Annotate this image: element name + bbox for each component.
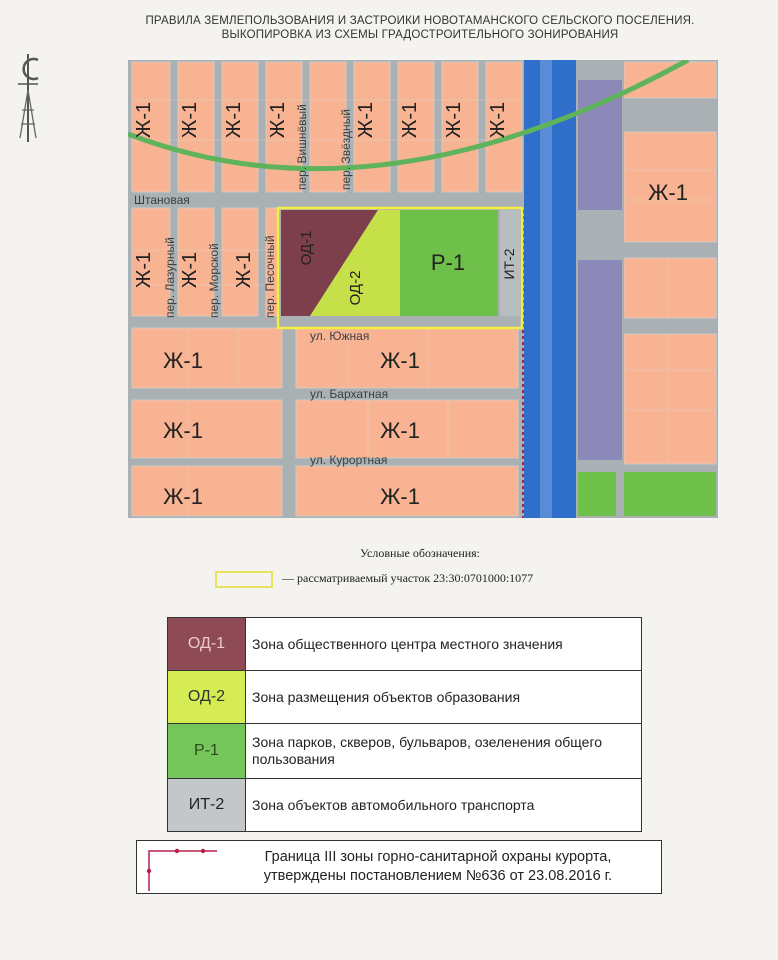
parcel-legend-text: — рассматриваемый участок 23:30:0701000:1077 bbox=[282, 571, 534, 585]
zoning-map bbox=[128, 60, 718, 518]
street-label-yuzhnaya: ул. Южная bbox=[310, 329, 370, 343]
legend-row-od2 bbox=[168, 671, 642, 724]
legend-row-r1 bbox=[168, 724, 642, 779]
purple-block bbox=[578, 260, 622, 460]
street-label-pesochny: пер. Песочный bbox=[263, 235, 277, 318]
title-line-2: ВЫКОПИРОВКА ИЗ СХЕМЫ ГРАДОСТРОИТЕЛЬНОГО ЗОНИРОВАНИЯ bbox=[221, 29, 619, 41]
legend-row-od1 bbox=[168, 618, 642, 671]
street-label-barkhatnaya: ул. Бархатная bbox=[310, 387, 389, 401]
legend-desc-od1: Зона общественного центра местного значения bbox=[246, 618, 642, 671]
zone-label-od2: ОД-2 bbox=[347, 270, 364, 306]
street-label-lazurny: пер. Лазурный bbox=[163, 237, 177, 318]
zone-label-zh1: Ж-1 bbox=[179, 251, 201, 289]
green-block bbox=[578, 472, 616, 516]
zone-label-zh1: Ж-1 bbox=[648, 180, 688, 205]
zone-label-it2: ИТ-2 bbox=[501, 248, 517, 280]
boundary-line-1: Граница III зоны горно-санитарной охраны курорта, bbox=[264, 849, 612, 865]
zone-label-zh1: Ж-1 bbox=[443, 101, 465, 139]
legend-code-r1: Р-1 bbox=[168, 724, 246, 779]
zone-label-zh1: Ж-1 bbox=[163, 484, 203, 509]
zone-label-zh1: Ж-1 bbox=[380, 348, 420, 373]
street-label-kurortnaya: ул. Курортная bbox=[310, 453, 388, 467]
legend-desc-it2: Зона объектов автомобильного транспорта bbox=[246, 779, 642, 832]
title-line-1: ПРАВИЛА ЗЕМЛЕПОЛЬЗОВАНИЯ И ЗАСТРОИКИ НОВОТАМАНСКОГО СЕЛЬСКОГО ПОСЕЛЕНИЯ. bbox=[145, 15, 695, 27]
zone-label-zh1: Ж-1 bbox=[267, 101, 289, 139]
street-label-morskoy: пер. Морской bbox=[207, 243, 221, 318]
document-title bbox=[100, 14, 740, 42]
legend-code-od2: ОД-2 bbox=[168, 671, 246, 724]
legend-code-it2: ИТ-2 bbox=[168, 779, 246, 832]
green-block bbox=[624, 472, 716, 516]
zone-label-r1: Р-1 bbox=[430, 250, 466, 275]
emblem-icon bbox=[16, 50, 46, 151]
street-label-vishnevy: пер. Вишнёвый bbox=[295, 104, 309, 190]
zone-label-zh1: Ж-1 bbox=[355, 101, 377, 139]
legend-code-od1: ОД-1 bbox=[168, 618, 246, 671]
boundary-legend-text bbox=[223, 848, 653, 886]
legend-desc-r1: Зона парков, скверов, бульваров, озеленения общего пользования bbox=[246, 724, 642, 779]
zone-label-zh1: Ж-1 bbox=[399, 101, 421, 139]
zone-label-zh1: Ж-1 bbox=[133, 101, 155, 139]
zone-label-od1: ОД-1 bbox=[298, 230, 315, 266]
legend-row-it2 bbox=[168, 779, 642, 832]
zone-label-zh1: Ж-1 bbox=[133, 251, 155, 289]
boundary-legend bbox=[136, 840, 662, 894]
zone-label-zh1: Ж-1 bbox=[380, 418, 420, 443]
parcel-swatch bbox=[215, 571, 273, 588]
zone-label-zh1: Ж-1 bbox=[163, 348, 203, 373]
zone-legend-table bbox=[167, 617, 642, 832]
street-label-shtanovaya: Штановая bbox=[134, 193, 190, 207]
zone-label-zh1: Ж-1 bbox=[380, 484, 420, 509]
legend-desc-od2: Зона размещения объектов образования bbox=[246, 671, 642, 724]
zone-label-zh1: Ж-1 bbox=[233, 251, 255, 289]
zone-label-zh1: Ж-1 bbox=[179, 101, 201, 139]
purple-block bbox=[578, 80, 622, 210]
boundary-line-2: утверждены постановлением №636 от 23.08.2016 г. bbox=[263, 868, 613, 884]
street-label-zvezdny: пер. Звёздный bbox=[339, 108, 353, 190]
zone-label-zh1: Ж-1 bbox=[487, 101, 509, 139]
zone-label-zh1: Ж-1 bbox=[163, 418, 203, 443]
legend-caption: Условные обозначения: bbox=[360, 546, 481, 560]
zone-label-zh1: Ж-1 bbox=[223, 101, 245, 139]
